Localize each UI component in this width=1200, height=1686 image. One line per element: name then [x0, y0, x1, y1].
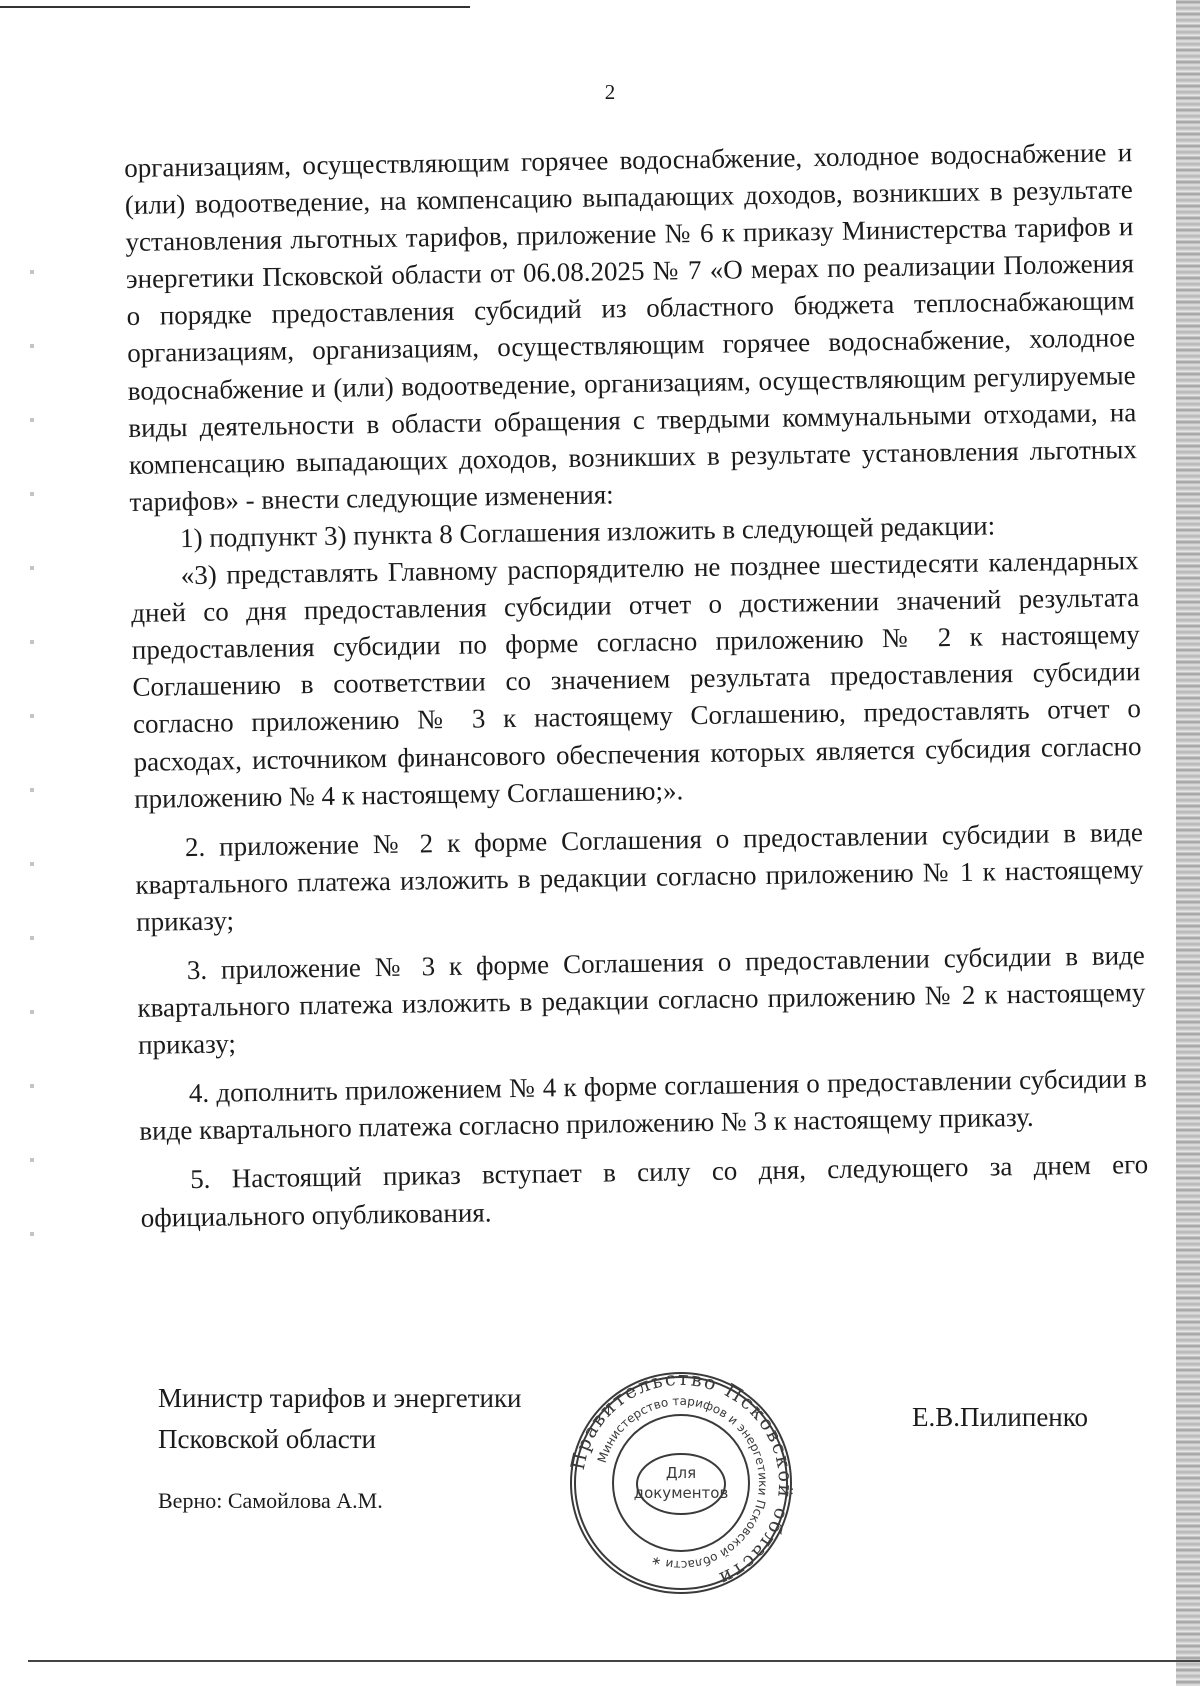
paragraph-item-4: 4. дополнить приложением № 4 к форме соглашения о предоставлении субсидии в виде квартального платежа согласно приложению № 3 к настоящему приказу. — [139, 1063, 1147, 1147]
seal-inner-text: Министерство тарифов и энергетики Псковской области ∗ — [594, 1393, 771, 1573]
top-scan-edge — [0, 6, 470, 8]
position-line-1: Министр тарифов и энергетики — [158, 1383, 522, 1413]
seal-center-line-2: документов — [633, 1484, 729, 1502]
paragraph-intro: организациям, осуществляющим горячее водоснабжение, холодное водоснабжение и (или) водоотведение, на компенсацию выпадающих доходов, возникших в результате установления льготных тарифов, приложение № 6 к приказу Министерства тарифов и энергетики Псковской области от 06.08.2025 № 7 «О мерах по реализации Положения о порядке предоставления субсидий из областного бюджета теплоснабжающим организациям, организациям, осуществляющим горячее водоснабжение, холодное водоснабжение и (или) водоотведение, организациям, осуществляющим регулируемые виды деятельности в области обращения с твердыми коммунальными отходами, на компенсацию выпадающих доходов, возникших в результате установления льготных тарифов» - внести следующие изменения: — [124, 137, 1138, 517]
page-number: 2 — [604, 80, 616, 104]
paragraph-quote: «3) представлять Главному распорядителю не позднее шестидесяти календарных дней со дня предоставления субсидии отчет о достижении значений результата предоставления субсидии по форме согласно приложению № 2 к настоящему Соглашению в соответствии со значением результата предоставления субсидии согласно приложению № 3 к настоящему Соглашению, предоставлять отчет о расходах, источником финансового обеспечения которых является субсидия согласно приложению № 4 к настоящему Соглашению;». — [131, 545, 1142, 814]
seal-outer-text: Правительство Псковской области — [566, 1368, 796, 1591]
document-body — [124, 134, 1149, 1236]
verified-note: Верно: Самойлова А.М. — [158, 1488, 383, 1513]
right-scan-edge — [1176, 0, 1200, 1686]
paragraph-item-2: 2. приложение № 2 к форме Соглашения о предоставлении субсидии в виде квартального платежа изложить в редакции согласно приложению № 1 к настоящему приказу; — [135, 816, 1144, 937]
paragraph-item-5: 5. Настоящий приказ вступает в силу со дня, следующего за днем его официального опубликования. — [140, 1149, 1149, 1233]
position-line-2: Псковской области — [158, 1424, 377, 1454]
official-seal-stamp — [566, 1368, 796, 1598]
paragraph-item-3: 3. приложение № 3 к форме Соглашения о предоставлении субсидии в виде квартального платежа изложить в редакции согласно приложению № 2 к настоящему приказу; — [137, 940, 1146, 1061]
paragraph-item-1: 1) подпункт 3) пункта 8 Соглашения изложить в следующей редакции: — [179, 510, 996, 554]
seal-center-line-1: Для — [665, 1464, 697, 1482]
signature-position — [158, 1378, 522, 1460]
signer-name: Е.В.Пилипенко — [912, 1402, 1089, 1432]
left-binding-marks — [30, 200, 34, 1300]
bottom-scan-edge — [28, 1660, 1200, 1662]
